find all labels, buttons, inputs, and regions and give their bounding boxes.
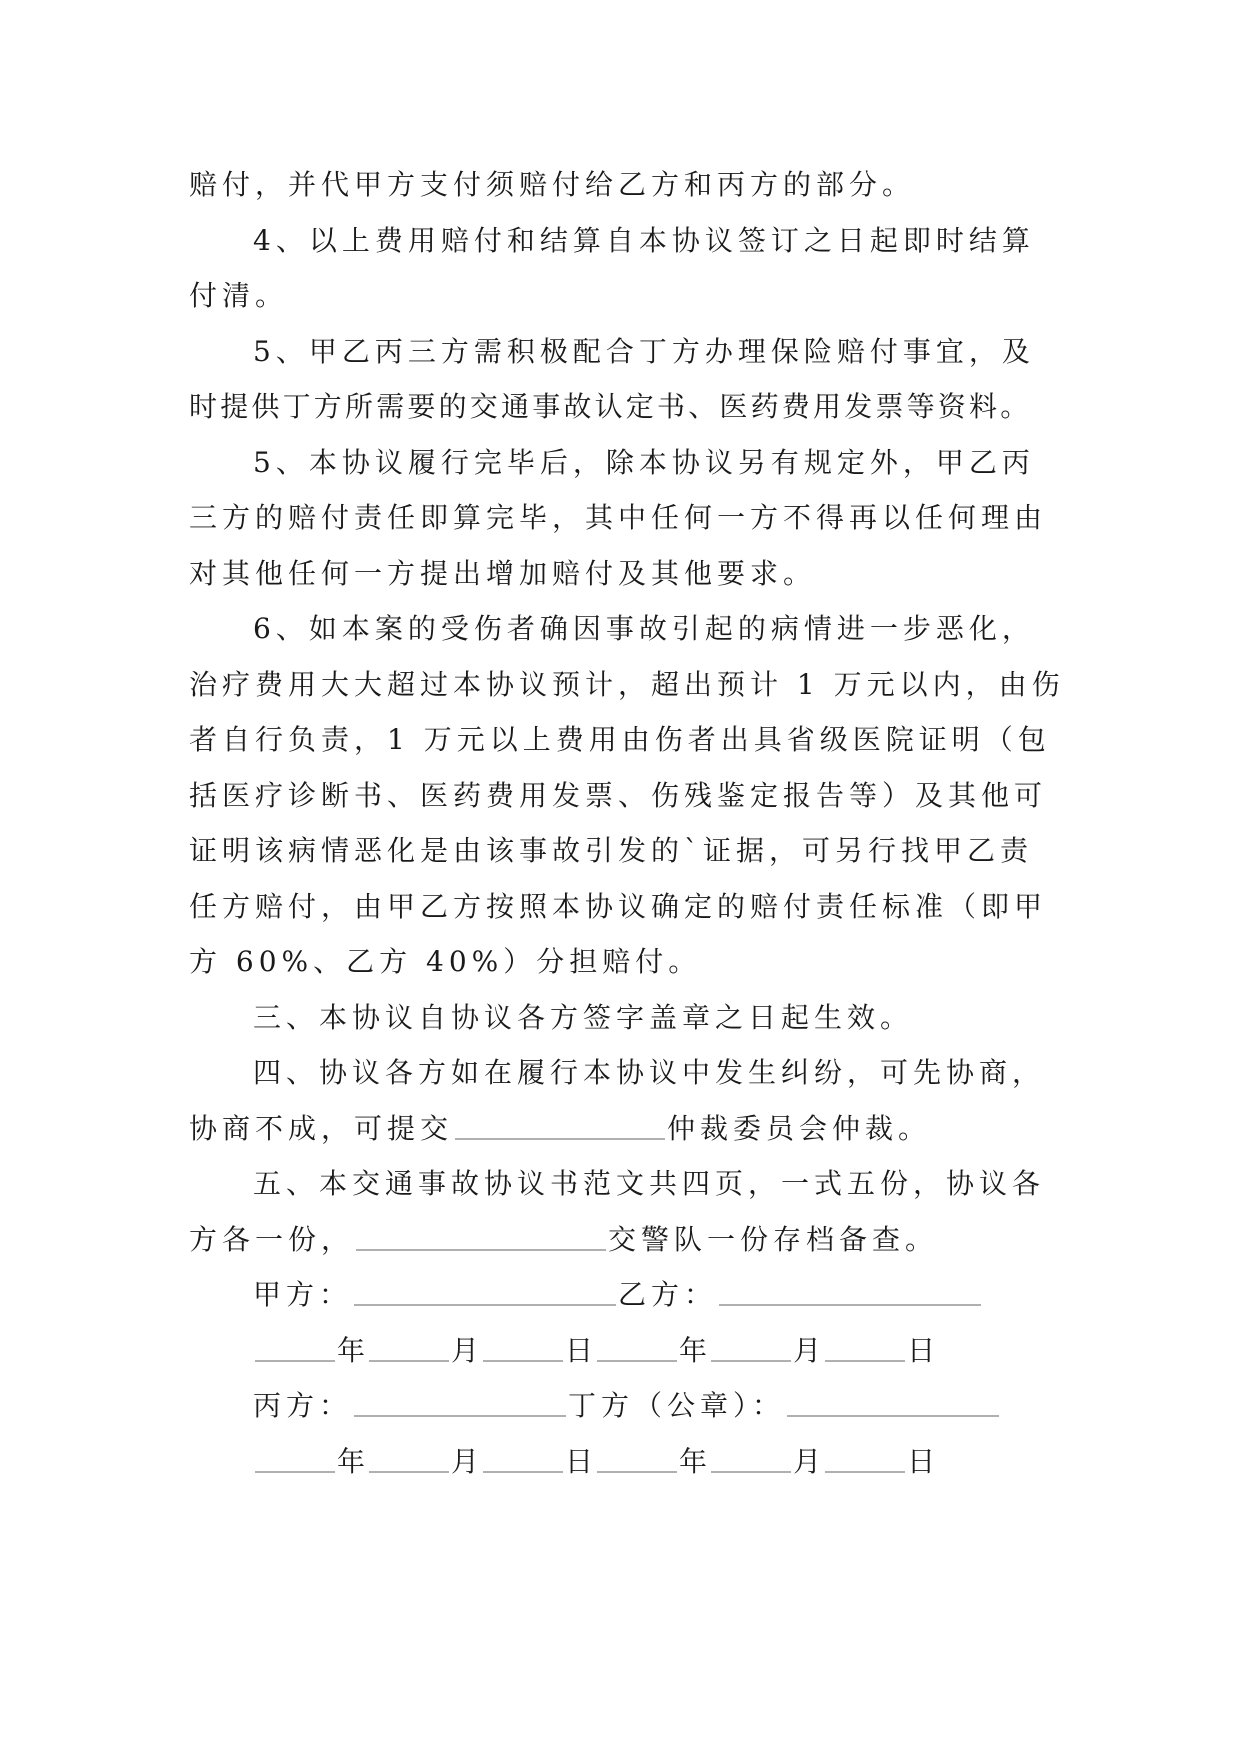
paragraph-line: 赔付，并代甲方支付须赔付给乙方和丙方的部分。 bbox=[189, 168, 916, 201]
document-page bbox=[189, 157, 1069, 1489]
month-blank[interactable] bbox=[369, 1359, 449, 1362]
clause-6: 6、如本案的受伤者确因事故引起的病情进一步恶化， bbox=[253, 612, 1035, 645]
year-blank[interactable] bbox=[597, 1470, 677, 1473]
party-c-signature-blank[interactable] bbox=[354, 1414, 566, 1417]
month-label: 月 bbox=[793, 1444, 824, 1478]
party-b-signature-blank[interactable] bbox=[719, 1303, 981, 1306]
party-a-label: 甲方： bbox=[253, 1278, 353, 1311]
copies-line bbox=[189, 1212, 1069, 1268]
section-5: 五、本交通事故协议书范文共四页，一式五份，协议各 bbox=[253, 1167, 1046, 1200]
day-label: 日 bbox=[565, 1444, 596, 1478]
clause-5-completion: 5、本协议履行完毕后，除本协议另有规定外，甲乙丙 bbox=[253, 445, 1035, 479]
year-blank[interactable] bbox=[255, 1359, 335, 1362]
month-blank[interactable] bbox=[369, 1470, 449, 1473]
day-blank[interactable] bbox=[825, 1359, 905, 1362]
arbitration-before: 协商不成，可提交 bbox=[189, 1111, 454, 1145]
day-label: 日 bbox=[565, 1333, 596, 1367]
paragraph-line: 付清。 bbox=[189, 279, 289, 312]
paragraph-line: 括医疗诊断书、医药费用发票、伤残鉴定报告等）及其他可 bbox=[189, 778, 1048, 812]
month-label: 月 bbox=[451, 1444, 482, 1478]
year-blank[interactable] bbox=[255, 1470, 335, 1473]
arbitration-line bbox=[189, 1101, 1069, 1157]
year-label: 年 bbox=[679, 1333, 710, 1367]
paragraph-line: 任方赔付，由甲乙方按照本协议确定的赔付责任标准（即甲 bbox=[189, 889, 1048, 923]
day-blank[interactable] bbox=[825, 1470, 905, 1473]
paragraph-line: 三方的赔付责任即算完毕，其中任何一方不得再以任何理由 bbox=[189, 501, 1048, 534]
arbitration-blank[interactable] bbox=[455, 1137, 665, 1140]
copies-after: 交警队一份存档备查。 bbox=[608, 1222, 939, 1256]
date-row-cd bbox=[189, 1434, 1069, 1490]
party-b-label: 乙方： bbox=[618, 1278, 718, 1311]
party-c-label: 丙方： bbox=[253, 1389, 353, 1422]
clause-5-cooperation: 5、甲乙丙三方需积极配合丁方办理保险赔付事宜，及 bbox=[253, 334, 1035, 368]
section-3: 三、本协议自协议各方签字盖章之日起生效。 bbox=[253, 1000, 914, 1034]
paragraph-line: 对其他任何一方提出增加赔付及其他要求。 bbox=[189, 556, 817, 590]
party-d-label: 丁方（公章）： bbox=[568, 1389, 786, 1422]
day-blank[interactable] bbox=[483, 1470, 563, 1473]
month-label: 月 bbox=[451, 1333, 482, 1367]
signature-row-ab bbox=[189, 1267, 1069, 1323]
year-label: 年 bbox=[679, 1444, 710, 1478]
year-label: 年 bbox=[337, 1333, 368, 1367]
day-label: 日 bbox=[907, 1444, 938, 1478]
police-blank[interactable] bbox=[356, 1248, 606, 1251]
paragraph-line: 者自行负责，1 万元以上费用由伤者出具省级医院证明（包 bbox=[189, 723, 1051, 756]
paragraph-line: 治疗费用大大超过本协议预计，超出预计 1 万元以内，由伤 bbox=[189, 667, 1065, 701]
copies-before: 方各一份， bbox=[189, 1222, 355, 1256]
month-blank[interactable] bbox=[711, 1359, 791, 1362]
signature-row-cd bbox=[189, 1378, 1069, 1434]
month-label: 月 bbox=[793, 1333, 824, 1367]
day-blank[interactable] bbox=[483, 1359, 563, 1362]
month-blank[interactable] bbox=[711, 1470, 791, 1473]
paragraph-line: 证明该病情恶化是由该事故引发的`证据，可另行找甲乙责 bbox=[189, 834, 1034, 867]
date-row-ab bbox=[189, 1323, 1069, 1379]
arbitration-after: 仲裁委员会仲裁。 bbox=[667, 1111, 932, 1145]
paragraph-line: 时提供丁方所需要的交通事故认定书、医药费用发票等资料。 bbox=[189, 390, 1032, 423]
section-4: 四、协议各方如在履行本协议中发生纠纷，可先协商， bbox=[253, 1056, 1046, 1089]
year-blank[interactable] bbox=[597, 1359, 677, 1362]
year-label: 年 bbox=[337, 1444, 368, 1478]
party-a-signature-blank[interactable] bbox=[354, 1303, 616, 1306]
clause-4: 4、以上费用赔付和结算自本协议签订之日起即时结算 bbox=[253, 223, 1035, 257]
day-label: 日 bbox=[907, 1333, 938, 1367]
party-d-seal-blank[interactable] bbox=[787, 1414, 999, 1417]
paragraph-line: 方 60%、乙方 40%）分担赔付。 bbox=[189, 945, 702, 978]
